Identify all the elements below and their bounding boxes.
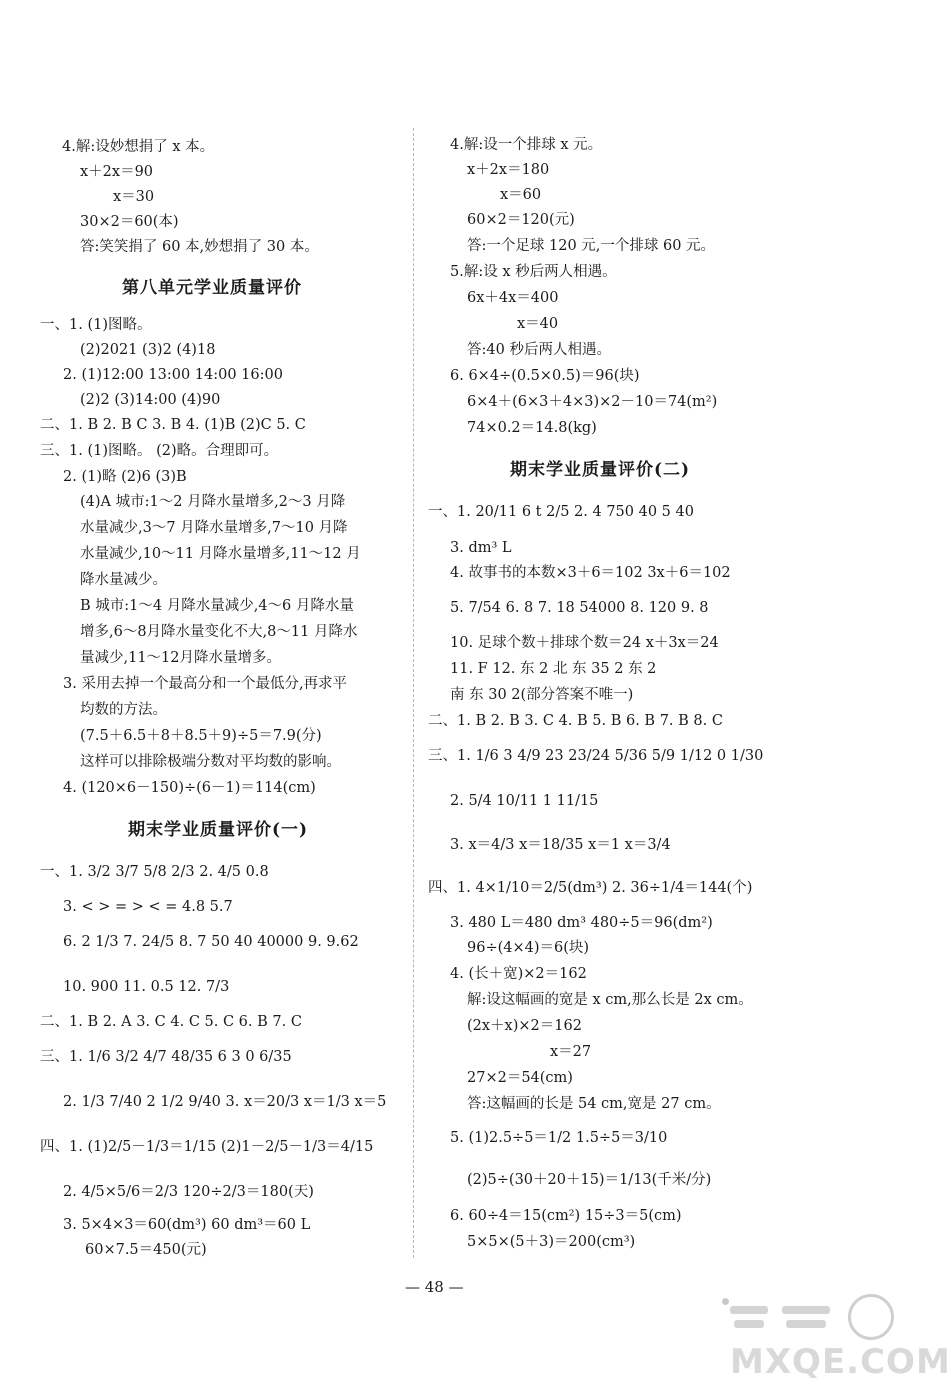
text-line: (2)2021 (3)2 (4)18	[80, 342, 216, 358]
text-line: 5. (1)2.5÷5＝1/2 1.5÷5＝3/10	[450, 1130, 668, 1146]
text-line: 4.解:设妙想捐了 x 本。	[62, 139, 215, 155]
text-line: B 城市:1～4 月降水量减少,4～6 月降水量	[80, 598, 354, 614]
text-line: 增多,6～8月降水量变化不大,8～11 月降水	[80, 624, 358, 640]
text-line: 6. 6×4÷(0.5×0.5)＝96(块)	[450, 368, 640, 384]
text-line: 水量减少,3～7 月降水量增多,7～10 月降	[80, 520, 348, 536]
section-heading: 第八单元学业质量评价	[122, 278, 302, 298]
watermark-dot	[722, 1298, 729, 1305]
text-line: 3. 采用去掉一个最高分和一个最低分,再求平	[63, 676, 348, 692]
text-line: 4. 故事书的本数×3＋6＝102 3x＋6＝102	[450, 565, 731, 581]
text-line: 60×7.5＝450(元)	[85, 1242, 207, 1258]
text-line: 均数的方法。	[80, 702, 167, 718]
text-line: 四、1. 4×1/10＝2/5(dm³) 2. 36÷1/4＝144(个)	[428, 880, 753, 896]
text-line: 10. 900 11. 0.5 12. 7/3	[63, 979, 230, 995]
text-line: 30×2＝60(本)	[80, 214, 179, 230]
text-line: 答:一个足球 120 元,一个排球 60 元。	[467, 238, 716, 254]
text-line: 4. (长＋宽)×2＝162	[450, 966, 587, 982]
text-line: 一、1. (1)图略。	[40, 317, 152, 333]
text-line: 南 东 30 2(部分答案不唯一)	[450, 687, 634, 703]
text-line: 2. 4/5×5/6＝2/3 120÷2/3＝180(天)	[63, 1184, 314, 1200]
text-line: (2x＋x)×2＝162	[467, 1018, 582, 1034]
text-line: 水量减少,10～11 月降水量增多,11～12 月	[80, 546, 361, 562]
text-line: 二、1. B 2. A 3. C 4. C 5. C 6. B 7. C	[40, 1014, 302, 1030]
text-line: 4.解:设一个排球 x 元。	[450, 137, 603, 153]
text-line: 降水量减少。	[80, 572, 167, 588]
watermark-text: MXQE.COM	[730, 1342, 951, 1382]
text-line: 3. 480 L＝480 dm³ 480÷5＝96(dm²)	[450, 915, 713, 931]
text-line: 5.解:设 x 秒后两人相遇。	[450, 264, 617, 280]
watermark-ring-icon	[848, 1294, 894, 1340]
text-line: 6. 60÷4＝15(cm²) 15÷3＝5(cm)	[450, 1208, 682, 1224]
text-line: 二、1. B 2. B 3. C 4. B 5. B 6. B 7. B 8. C	[428, 713, 723, 729]
text-line: x＝30	[113, 189, 155, 205]
text-line: 一、1. 20/11 6 t 2/5 2. 4 750 40 5 40	[428, 504, 694, 520]
text-line: 二、1. B 2. B C 3. B 4. (1)B (2)C 5. C	[40, 417, 306, 433]
text-line: (2)5÷(30＋20＋15)＝1/13(千米/分)	[467, 1172, 712, 1188]
text-line: 这样可以排除极端分数对平均数的影响。	[80, 754, 341, 770]
text-line: (7.5＋6.5＋8＋8.5＋9)÷5＝7.9(分)	[80, 728, 322, 744]
text-line: 4. (120×6－150)÷(6－1)＝114(cm)	[63, 780, 316, 796]
section-heading: 期末学业质量评价(一)	[128, 820, 309, 840]
text-line: 5. 7/54 6. 8 7. 18 54000 8. 120 9. 8	[450, 600, 709, 616]
text-line: (2)2 (3)14:00 (4)90	[80, 392, 221, 408]
text-line: 60×2＝120(元)	[467, 212, 575, 228]
text-line: 2. 1/3 7/40 2 1/2 9/40 3. x＝20/3 x＝1/3 x＝5	[63, 1094, 387, 1110]
text-line: 3. 5×4×3＝60(dm³) 60 dm³＝60 L	[63, 1217, 311, 1233]
page-number: — 48 —	[405, 1278, 464, 1296]
text-line: 27×2＝54(cm)	[467, 1070, 573, 1086]
text-line: 3. dm³ L	[450, 540, 512, 556]
watermark-shape	[730, 1306, 768, 1314]
text-line: x＝40	[517, 316, 559, 332]
text-line: x＋2x＝90	[80, 164, 154, 180]
text-line: 答:这幅画的长是 54 cm,宽是 27 cm。	[467, 1096, 721, 1112]
text-line: 74×0.2＝14.8(kg)	[467, 420, 597, 436]
text-line: 答:40 秒后两人相遇。	[467, 342, 611, 358]
text-line: x＋2x＝180	[467, 162, 550, 178]
text-line: 解:设这幅画的宽是 x cm,那么长是 2x cm。	[467, 992, 753, 1008]
text-line: 量减少,11～12月降水量增多。	[80, 650, 282, 666]
watermark-shape	[786, 1320, 826, 1328]
text-line: 四、1. (1)2/5－1/3＝1/15 (2)1－2/5－1/3＝4/15	[40, 1139, 374, 1155]
text-line: (4)A 城市:1～2 月降水量增多,2～3 月降	[80, 494, 346, 510]
text-line: 3. x＝4/3 x＝18/35 x＝1 x＝3/4	[450, 837, 671, 853]
text-line: 三、1. 1/6 3/2 4/7 48/35 6 3 0 6/35	[40, 1049, 292, 1065]
text-line: 三、1. 1/6 3 4/9 23 23/24 5/36 5/9 1/12 0 1/30	[428, 748, 764, 764]
text-line: 5×5×(5＋3)＝200(cm³)	[467, 1234, 636, 1250]
text-line: 11. F 12. 东 2 北 东 35 2 东 2	[450, 661, 657, 677]
text-line: 三、1. (1)图略。 (2)略。合理即可。	[40, 443, 279, 459]
text-line: 6. 2 1/3 7. 24/5 8. 7 50 40 40000 9. 9.62	[63, 934, 359, 950]
text-line: 3. < > = > < = 4.8 5.7	[63, 899, 233, 915]
text-line: 一、1. 3/2 3/7 5/8 2/3 2. 4/5 0.8	[40, 864, 269, 880]
text-line: x＝60	[500, 187, 542, 203]
watermark-logo	[720, 1290, 951, 1390]
watermark-shape	[734, 1320, 764, 1328]
text-line: 10. 足球个数＋排球个数＝24 x＋3x＝24	[450, 635, 719, 651]
text-line: 96÷(4×4)＝6(块)	[467, 940, 590, 956]
column-divider	[413, 128, 414, 1258]
watermark-shape	[782, 1306, 830, 1314]
text-line: 2. (1)12:00 13:00 14:00 16:00	[63, 367, 283, 383]
text-line: 2. 5/4 10/11 1 11/15	[450, 793, 599, 809]
text-line: x＝27	[550, 1044, 592, 1060]
text-line: 答:笑笑捐了 60 本,妙想捐了 30 本。	[80, 239, 319, 255]
text-line: 2. (1)略 (2)6 (3)B	[63, 469, 187, 485]
section-heading: 期末学业质量评价(二)	[510, 460, 691, 480]
text-line: 6x＋4x＝400	[467, 290, 559, 306]
text-line: 6×4＋(6×3＋4×3)×2－10＝74(m²)	[467, 394, 718, 410]
